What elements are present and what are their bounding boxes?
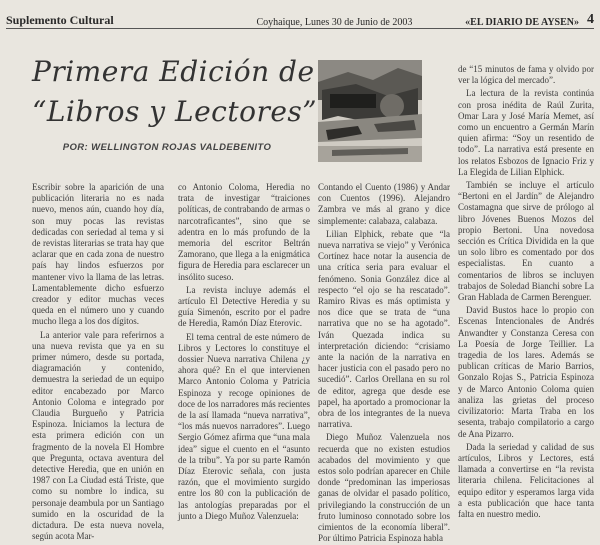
paragraph: de “15 minutos de fama y olvido por ver la lógica del mercado”. xyxy=(458,64,594,86)
paragraph: co Antonio Coloma, Heredia no trata de investigar “traiciones políticas, de contrabando de armas o narcotraficantes”, sino que se adentra en lo más profundo de la memoria del escritor Beltrán Zamorano, que llega a la enigmática figura de Heredia para esclarecer un insólito suceso. xyxy=(178,182,310,282)
masthead-right xyxy=(465,12,594,28)
article-column-1 xyxy=(32,182,164,542)
cover-image-illustration xyxy=(318,60,422,162)
article-column-3 xyxy=(318,182,450,544)
magazine-cover-photo xyxy=(318,60,422,162)
paragraph: Dada la seriedad y calidad de sus artículos, Libros y Lectores, está llamada a convertirse en “la revista literaria chilena. Felicitaciones al equipo editor y esperamos larga vida a esta publicación que hace tanta falta en nuestro medio. xyxy=(458,441,594,519)
page-header xyxy=(6,6,594,29)
newspaper-name: «EL DIARIO DE AYSEN» xyxy=(465,17,579,28)
paragraph: El tema central de este número de Libros y Lectores lo constituye el dossier Nueva narrativa Chilena ¿y ahora qué? En el que intervienen Marco Antonio Coloma y Patricia Espinoza y recoge opiniones de doce de los narradores más recientes de la así llamada “nueva narrativa”, “los más nuevos narradores”. Luego Sergio Gómez afirma que “una mala idea” sigue el cuento en el “asunto de la tribu”. Ya por su parte Ramón Díaz Eterovic señala, con justa razón, que el movimiento surgido entre los 80 con la publicación de las antologías preparadas por el junto a Diego Muñoz Valenzuela: xyxy=(178,331,310,521)
paragraph: Escribir sobre la aparición de una publicación literaria no es nada nuevo, menos aún, cuando hoy día, son muy pocas las revistas dedicadas con seriedad al tema y si de revistas literarias se trata hay que aclarar que en cada zona de nuestro país hay lindos esfuerzos por mantener vivo la llama de las letras. Lamentablemente dicho esfuerzo creador y editor muchas veces queda en el número uno y cuando mucho llega a los dos dígitos. xyxy=(32,182,164,327)
dateline: Coyhaique, Lunes 30 de Junio de 2003 xyxy=(256,17,413,28)
paragraph: Diego Muñoz Valenzuela nos recuerda que no existen estudios acabados del movimiento y que estos solo podrían aparecer en Chile donde “predominan las imperiosas ganas de olvidar el pasado político, privilegiando la construcción de un fruto luminoso connotado sobre los cimientos de la economía liberal”. Por último Patricia Espinoza habla xyxy=(318,432,450,544)
article-title-block xyxy=(32,52,318,153)
headline-line-1: Primera Edición de xyxy=(32,55,315,88)
paragraph: La lectura de la revista continúa con prosa inédita de Raúl Zurita, Omar Lara y José María Memet, así como un encuentro a Germán Marín quien afirma: “Soy un resentido de todo”. La narrativa está presente en los relatos Esbozos de Ignacio Friz y La Elegida de Lilian Elphick. xyxy=(458,88,594,177)
byline: POR: WELLINGTON ROJAS VALDEBENITO xyxy=(62,142,272,153)
paragraph: La revista incluye además el artículo El Detective Heredia y su guía Simenón, escrito por el padre de Heredia, Ramón Díaz Eterovic. xyxy=(178,284,310,329)
paragraph: David Bustos hace lo propio con Escenas Intencionales de Andrés Anwandter y Constanza Ceresa con La Poesía de Jorge Teillier. La tragedia de los lares. Además se publican críticas de Mario Barrios, Gonzalo Rojas S., Patricia Espinoza y de Marco Antonio Coloma quien analiza las grietas del proceso civilizatorio: Marta Traba en los sesenta, trabajo compilatorio a cargo de Ana Pizarro. xyxy=(458,305,594,439)
paragraph: Lilian Elphick, rebate que “la nueva narrativa se viejo” y Verónica Cortínez hace notar la ausencia de una crítica seria para evaluar el fenómeno. Sonia González dice al respecto “el ojo se ha rescatado”. Ramiro Rivas es más optimista y nos dice que se trata de “una narrativa que no se ha agotado”. Iván Quezada indica su interpretación diciendo: “crisiamo ante la nación de la narrativa en hacer justicia con el pasado pero no sucedió”. Carlos Orellana en su rol de editor, agrega que desde ese papel, ha aportado a promocionar la obra de los integrantes de la nueva narrativa. xyxy=(318,228,450,430)
paragraph: Contando el Cuento (1986) y Andar con Cuentos (1996). Alejandro Zambra ve más al grano y dice simplemente: calabaza, calabaza. xyxy=(318,182,450,226)
article-column-4 xyxy=(458,64,594,519)
headline-line-2: “Libros y Lectores” xyxy=(32,95,318,128)
page-number: 4 xyxy=(587,12,594,27)
paragraph: También se incluye el artículo “Bertoni en el Jardín” de Alejandro Costamagna que sirve de prólogo al libro Jóvenes Buenos Mozos del propio Bertoni. Una novedosa sección es Crítica Dividida en la que un solo libro es comentado por dos especialistas. En cuanto a comentarios de libros se incluyen trabajos de Soledad Bianchi sobre La Gran Hablada de Carmen Berenguer. xyxy=(458,180,594,303)
article-column-2 xyxy=(178,182,310,521)
section-name: Suplemento Cultural xyxy=(6,13,114,27)
paragraph: La anterior vale para referirnos a una nueva revista que ya en su primer número, desde su portada, diagramación y contenido, demuestra la seriedad de un equipo editor encabezado por Marco Antonio Coloma e integrado por Claudia Burgueño y Patricia Espinoza. Iniciamos la lectura de esta primera edición con un fragmento de la novela El Hombre que Pregunta, octava aventura del detective Heredia, que en unión en 1987 con La Ciudad está Triste, que como su nombre lo indica, su personaje deambula por un Santiago sumido en la oscuridad de la dictadura. De esta nueva novela, según acota Mar- xyxy=(32,329,164,542)
